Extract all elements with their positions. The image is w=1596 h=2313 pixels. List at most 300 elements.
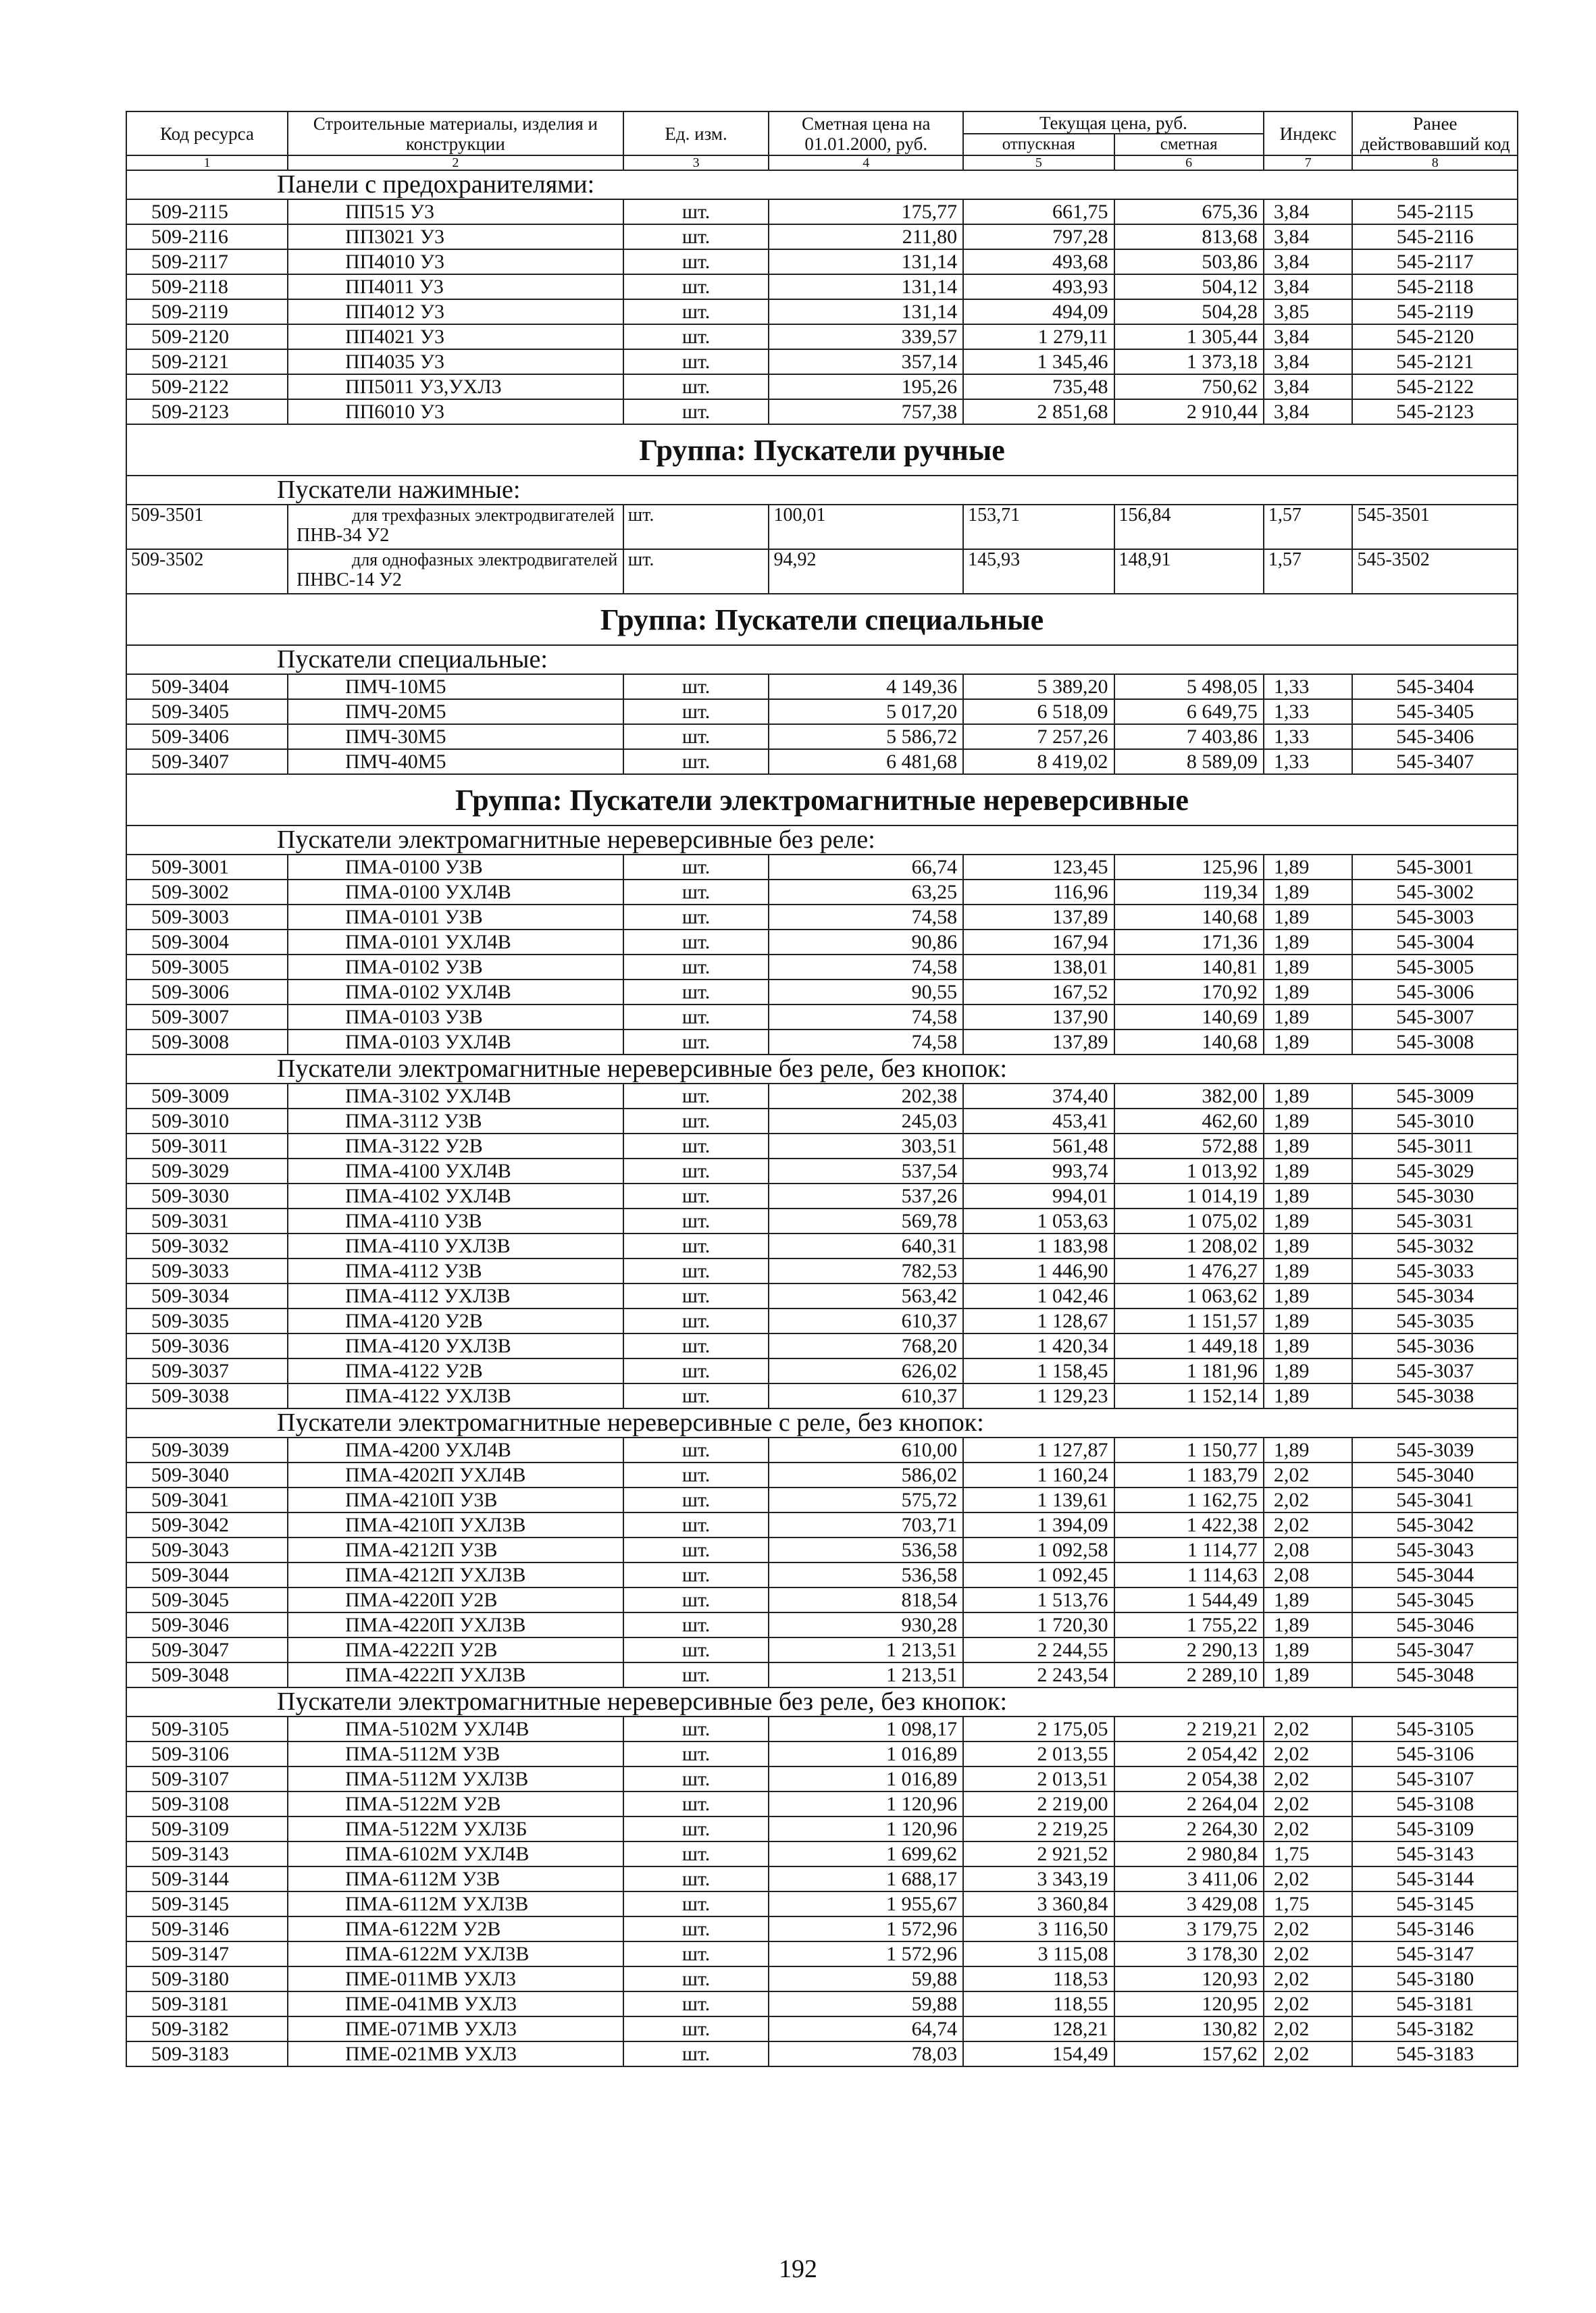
unit: шт. — [623, 1030, 769, 1054]
table-row — [126, 1333, 1518, 1358]
sale-price: 453,41 — [963, 1109, 1114, 1134]
old-code: 545-3004 — [1352, 930, 1518, 955]
estimate-price-current: 119,34 — [1114, 880, 1264, 905]
group-heading: Группа: Пускатели специальные — [126, 594, 1518, 645]
old-code: 545-3009 — [1352, 1084, 1518, 1109]
unit: шт. — [623, 905, 769, 930]
resource-code: 509-3043 — [126, 1537, 288, 1562]
price-index: 1,89 — [1264, 955, 1353, 980]
price-index: 1,89 — [1264, 1084, 1353, 1109]
material-name: ПМА-0100 У3В — [288, 855, 623, 880]
estimate-price-2000: 1 699,62 — [769, 1841, 963, 1866]
estimate-price-current: 3 179,75 — [1114, 1916, 1264, 1941]
estimate-price-2000: 78,03 — [769, 2041, 963, 2066]
material-description: для трехфазных электродвигателей — [351, 505, 615, 525]
resource-code: 509-3030 — [126, 1184, 288, 1209]
estimate-price-2000: 6 481,68 — [769, 749, 963, 774]
unit: шт. — [623, 1134, 769, 1159]
unit: шт. — [623, 1333, 769, 1358]
section-heading-row — [126, 476, 1518, 505]
old-code: 545-3044 — [1352, 1562, 1518, 1587]
table-row — [126, 224, 1518, 249]
material-name: ПМА-4222П УХЛ3В — [288, 1662, 623, 1687]
old-code: 545-3109 — [1352, 1816, 1518, 1841]
material-name: ПМА-4220П УХЛ3В — [288, 1612, 623, 1637]
table-row — [126, 1134, 1518, 1159]
estimate-price-current: 1 755,22 — [1114, 1612, 1264, 1637]
price-index: 2,02 — [1264, 2041, 1353, 2066]
table-row — [126, 1005, 1518, 1030]
table-row — [126, 699, 1518, 724]
material-name: ПМА-4120 У2В — [288, 1308, 623, 1333]
sale-price: 735,48 — [963, 374, 1114, 399]
material-name: ПМА-3112 У3В — [288, 1109, 623, 1134]
estimate-price-current: 572,88 — [1114, 1134, 1264, 1159]
unit: шт. — [623, 980, 769, 1005]
estimate-price-2000: 1 016,89 — [769, 1742, 963, 1766]
estimate-price-current: 170,92 — [1114, 980, 1264, 1005]
estimate-price-current: 2 264,04 — [1114, 1791, 1264, 1816]
old-code: 545-3042 — [1352, 1513, 1518, 1537]
resource-code: 509-2115 — [126, 199, 288, 224]
estimate-price-2000: 610,37 — [769, 1308, 963, 1333]
unit: шт. — [623, 224, 769, 249]
estimate-price-current: 8 589,09 — [1114, 749, 1264, 774]
material-name: ПМА-4120 УХЛ3В — [288, 1333, 623, 1358]
sale-price: 167,94 — [963, 930, 1114, 955]
estimate-price-current: 2 264,30 — [1114, 1816, 1264, 1841]
sale-price: 1 158,45 — [963, 1358, 1114, 1383]
price-index: 1,75 — [1264, 1891, 1353, 1916]
material-name: ПП6010 У3 — [288, 399, 623, 424]
estimate-price-2000: 202,38 — [769, 1084, 963, 1109]
column-number: 3 — [623, 155, 769, 170]
material-name: ПМА-4122 У2В — [288, 1358, 623, 1383]
sale-price: 1 092,45 — [963, 1562, 1114, 1587]
table-row — [126, 1259, 1518, 1283]
estimate-price-2000: 1 098,17 — [769, 1717, 963, 1742]
estimate-price-2000: 569,78 — [769, 1209, 963, 1234]
resource-code: 509-3031 — [126, 1209, 288, 1234]
price-index: 1,89 — [1264, 1308, 1353, 1333]
unit: шт. — [623, 1084, 769, 1109]
estimate-price-current: 1 208,02 — [1114, 1234, 1264, 1259]
estimate-price-current: 2 910,44 — [1114, 399, 1264, 424]
old-code: 545-3031 — [1352, 1209, 1518, 1234]
sale-price: 993,74 — [963, 1159, 1114, 1184]
price-index: 1,89 — [1264, 1358, 1353, 1383]
sale-price: 128,21 — [963, 2016, 1114, 2041]
estimate-price-current: 5 498,05 — [1114, 674, 1264, 699]
estimate-price-2000: 626,02 — [769, 1358, 963, 1383]
unit: шт. — [623, 1358, 769, 1383]
sale-price: 3 116,50 — [963, 1916, 1114, 1941]
table-row — [126, 374, 1518, 399]
estimate-price-current: 3 178,30 — [1114, 1941, 1264, 1966]
old-code: 545-3007 — [1352, 1005, 1518, 1030]
unit: шт. — [623, 1259, 769, 1283]
sale-price: 153,71 — [963, 505, 1114, 549]
material-name — [288, 549, 623, 594]
sale-price: 2 219,25 — [963, 1816, 1114, 1841]
resource-code: 509-3006 — [126, 980, 288, 1005]
unit: шт. — [623, 1463, 769, 1488]
estimate-price-2000: 74,58 — [769, 1005, 963, 1030]
old-code: 545-2123 — [1352, 399, 1518, 424]
estimate-price-2000: 1 120,96 — [769, 1791, 963, 1816]
material-name: ПП5011 У3,УХЛ3 — [288, 374, 623, 399]
material-name: ПМЕ-011МВ УХЛ3 — [288, 1966, 623, 1991]
material-name: ПМА-6102М УХЛ4В — [288, 1841, 623, 1866]
estimate-price-current: 171,36 — [1114, 930, 1264, 955]
price-index: 3,84 — [1264, 199, 1353, 224]
unit: шт. — [623, 1816, 769, 1841]
table-row — [126, 1966, 1518, 1991]
resource-code: 509-2122 — [126, 374, 288, 399]
old-code: 545-3405 — [1352, 699, 1518, 724]
unit: шт. — [623, 1159, 769, 1184]
estimate-price-2000: 563,42 — [769, 1283, 963, 1308]
column-number: 1 — [126, 155, 288, 170]
resource-code: 509-3106 — [126, 1742, 288, 1766]
unit: шт. — [623, 1717, 769, 1742]
unit: шт. — [623, 1866, 769, 1891]
unit: шт. — [623, 1891, 769, 1916]
unit: шт. — [623, 1562, 769, 1587]
sale-price: 2 243,54 — [963, 1662, 1114, 1687]
header-estimate-price: Сметная цена на 01.01.2000, руб. — [769, 111, 963, 155]
material-name: ПМА-0102 У3В — [288, 955, 623, 980]
estimate-price-current: 125,96 — [1114, 855, 1264, 880]
resource-code: 509-3029 — [126, 1159, 288, 1184]
estimate-price-current: 1 162,75 — [1114, 1488, 1264, 1513]
estimate-price-current: 156,84 — [1114, 505, 1264, 549]
estimate-price-current: 1 422,38 — [1114, 1513, 1264, 1537]
material-name: ПМА-5122М УХЛ3Б — [288, 1816, 623, 1841]
sale-price: 2 244,55 — [963, 1637, 1114, 1662]
resource-code: 509-2120 — [126, 324, 288, 349]
table-row — [126, 749, 1518, 774]
estimate-price-current: 382,00 — [1114, 1084, 1264, 1109]
unit: шт. — [623, 955, 769, 980]
price-index: 2,02 — [1264, 2016, 1353, 2041]
resource-code: 509-3406 — [126, 724, 288, 749]
header-old-code: Ранее действовавший код — [1352, 111, 1518, 155]
table-row — [126, 1891, 1518, 1916]
column-number: 8 — [1352, 155, 1518, 170]
old-code: 545-3181 — [1352, 1991, 1518, 2016]
old-code: 545-3406 — [1352, 724, 1518, 749]
sale-price: 3 360,84 — [963, 1891, 1114, 1916]
table-row — [126, 980, 1518, 1005]
sale-price: 1 053,63 — [963, 1209, 1114, 1234]
material-name: ПМА-0103 У3В — [288, 1005, 623, 1030]
table-row — [126, 724, 1518, 749]
price-index: 1,89 — [1264, 1005, 1353, 1030]
sale-price: 7 257,26 — [963, 724, 1114, 749]
table-row — [126, 955, 1518, 980]
estimate-price-2000: 131,14 — [769, 299, 963, 324]
unit: шт. — [623, 1662, 769, 1687]
estimate-price-2000: 536,58 — [769, 1562, 963, 1587]
resource-code: 509-3181 — [126, 1991, 288, 2016]
estimate-price-current: 750,62 — [1114, 374, 1264, 399]
material-name: ПМА-4110 УХЛ3В — [288, 1234, 623, 1259]
price-index: 3,84 — [1264, 224, 1353, 249]
old-code: 545-3002 — [1352, 880, 1518, 905]
material-name: ПМА-4112 У3В — [288, 1259, 623, 1283]
unit: шт. — [623, 855, 769, 880]
estimate-price-current: 1 449,18 — [1114, 1333, 1264, 1358]
table-row — [126, 2041, 1518, 2066]
resource-code: 509-3009 — [126, 1084, 288, 1109]
price-index: 2,02 — [1264, 1791, 1353, 1816]
sale-price: 1 128,67 — [963, 1308, 1114, 1333]
sale-price: 994,01 — [963, 1184, 1114, 1209]
column-number: 4 — [769, 155, 963, 170]
sale-price: 3 343,19 — [963, 1866, 1114, 1891]
resource-code: 509-3003 — [126, 905, 288, 930]
estimate-price-2000: 610,37 — [769, 1383, 963, 1408]
estimate-price-2000: 537,26 — [769, 1184, 963, 1209]
unit: шт. — [623, 349, 769, 374]
material-name: ПП4010 У3 — [288, 249, 623, 274]
price-index: 1,33 — [1264, 674, 1353, 699]
unit: шт. — [623, 1766, 769, 1791]
old-code: 545-2121 — [1352, 349, 1518, 374]
sale-price: 1 446,90 — [963, 1259, 1114, 1283]
estimate-price-current: 2 219,21 — [1114, 1717, 1264, 1742]
estimate-price-current: 1 152,14 — [1114, 1383, 1264, 1408]
material-model: ПНВС-14 У2 — [296, 569, 402, 590]
price-index: 1,89 — [1264, 1184, 1353, 1209]
old-code: 545-3006 — [1352, 980, 1518, 1005]
table-row — [126, 1308, 1518, 1333]
sale-price: 2 921,52 — [963, 1841, 1114, 1866]
table-row — [126, 1463, 1518, 1488]
price-index: 1,89 — [1264, 1209, 1353, 1234]
group-heading-row — [126, 774, 1518, 825]
resource-code: 509-3147 — [126, 1941, 288, 1966]
old-code: 545-3404 — [1352, 674, 1518, 699]
unit: шт. — [623, 930, 769, 955]
unit: шт. — [623, 374, 769, 399]
old-code: 545-3502 — [1352, 549, 1518, 594]
table-row — [126, 1991, 1518, 2016]
price-index: 1,57 — [1264, 549, 1353, 594]
material-name: ПМА-3102 УХЛ4В — [288, 1084, 623, 1109]
table-row — [126, 249, 1518, 274]
table-row — [126, 1537, 1518, 1562]
table-row — [126, 1109, 1518, 1134]
estimate-price-2000: 537,54 — [769, 1159, 963, 1184]
table-row — [126, 1383, 1518, 1408]
unit: шт. — [623, 2041, 769, 2066]
unit: шт. — [623, 505, 769, 549]
estimate-price-2000: 768,20 — [769, 1333, 963, 1358]
section-heading: Пускатели специальные: — [126, 645, 1518, 674]
unit: шт. — [623, 1742, 769, 1766]
estimate-price-current: 120,93 — [1114, 1966, 1264, 1991]
sale-price: 137,90 — [963, 1005, 1114, 1030]
old-code: 545-3106 — [1352, 1742, 1518, 1766]
estimate-price-2000: 63,25 — [769, 880, 963, 905]
table-row — [126, 1866, 1518, 1891]
old-code: 545-3034 — [1352, 1283, 1518, 1308]
estimate-price-current: 140,68 — [1114, 905, 1264, 930]
price-index: 2,02 — [1264, 1766, 1353, 1791]
section-heading: Панели с предохранителями: — [126, 170, 1518, 199]
material-model: ПНВ-34 У2 — [296, 525, 390, 546]
sale-price: 137,89 — [963, 1030, 1114, 1054]
resource-code: 509-2119 — [126, 299, 288, 324]
material-name: ПМА-4102 УХЛ4В — [288, 1184, 623, 1209]
material-name: ПМА-4200 УХЛ4В — [288, 1438, 623, 1463]
sale-price: 1 279,11 — [963, 324, 1114, 349]
price-index: 1,89 — [1264, 1159, 1353, 1184]
price-index: 3,85 — [1264, 299, 1353, 324]
price-index: 1,89 — [1264, 880, 1353, 905]
unit: шт. — [623, 249, 769, 274]
resource-code: 509-3407 — [126, 749, 288, 774]
estimate-price-current: 2 054,42 — [1114, 1742, 1264, 1766]
unit: шт. — [623, 1109, 769, 1134]
resource-code: 509-3105 — [126, 1717, 288, 1742]
resource-code: 509-3041 — [126, 1488, 288, 1513]
unit: шт. — [623, 1637, 769, 1662]
resource-code: 509-3011 — [126, 1134, 288, 1159]
material-name: ПМА-0102 УХЛ4В — [288, 980, 623, 1005]
sale-price: 8 419,02 — [963, 749, 1114, 774]
material-name: ПП515 У3 — [288, 199, 623, 224]
estimate-price-2000: 74,58 — [769, 1030, 963, 1054]
sale-price: 1 092,58 — [963, 1537, 1114, 1562]
old-code: 545-3146 — [1352, 1916, 1518, 1941]
group-heading-row — [126, 594, 1518, 645]
table-row — [126, 1030, 1518, 1054]
estimate-price-current: 140,81 — [1114, 955, 1264, 980]
estimate-price-current: 503,86 — [1114, 249, 1264, 274]
resource-code: 509-3045 — [126, 1587, 288, 1612]
price-index: 1,89 — [1264, 1030, 1353, 1054]
old-code: 545-2122 — [1352, 374, 1518, 399]
resource-code: 509-3039 — [126, 1438, 288, 1463]
estimate-price-current: 6 649,75 — [1114, 699, 1264, 724]
old-code: 545-3041 — [1352, 1488, 1518, 1513]
estimate-price-2000: 100,01 — [769, 505, 963, 549]
price-index: 1,89 — [1264, 1383, 1353, 1408]
resource-code: 509-3040 — [126, 1463, 288, 1488]
estimate-price-2000: 640,31 — [769, 1234, 963, 1259]
resource-code: 509-3008 — [126, 1030, 288, 1054]
page-number: 192 — [779, 2255, 817, 2283]
old-code: 545-3040 — [1352, 1463, 1518, 1488]
column-number: 6 — [1114, 155, 1264, 170]
table-row — [126, 1766, 1518, 1791]
old-code: 545-2119 — [1352, 299, 1518, 324]
estimate-price-current: 1 373,18 — [1114, 349, 1264, 374]
material-name: ПМЕ-021МВ УХЛ3 — [288, 2041, 623, 2066]
sale-price: 374,40 — [963, 1084, 1114, 1109]
old-code: 545-3147 — [1352, 1941, 1518, 1966]
estimate-price-2000: 4 149,36 — [769, 674, 963, 699]
resource-code: 509-3108 — [126, 1791, 288, 1816]
old-code: 545-3005 — [1352, 955, 1518, 980]
table-row — [126, 674, 1518, 699]
estimate-price-2000: 90,86 — [769, 930, 963, 955]
material-name: ПП4011 У3 — [288, 274, 623, 299]
material-name: ПМА-4222П У2В — [288, 1637, 623, 1662]
material-name: ПП4021 У3 — [288, 324, 623, 349]
material-name: ПМА-5102М УХЛ4В — [288, 1717, 623, 1742]
estimate-price-2000: 59,88 — [769, 1991, 963, 2016]
price-index: 1,89 — [1264, 855, 1353, 880]
old-code: 545-3047 — [1352, 1637, 1518, 1662]
old-code: 545-3180 — [1352, 1966, 1518, 1991]
estimate-price-current: 813,68 — [1114, 224, 1264, 249]
estimate-price-current: 1 181,96 — [1114, 1358, 1264, 1383]
resource-code: 509-3037 — [126, 1358, 288, 1383]
table-row — [126, 549, 1518, 594]
estimate-price-current: 148,91 — [1114, 549, 1264, 594]
unit: шт. — [623, 1941, 769, 1966]
old-code: 545-3037 — [1352, 1358, 1518, 1383]
old-code: 545-3105 — [1352, 1717, 1518, 1742]
estimate-price-2000: 782,53 — [769, 1259, 963, 1283]
table-row — [126, 1488, 1518, 1513]
sale-price: 118,53 — [963, 1966, 1114, 1991]
unit: шт. — [623, 1184, 769, 1209]
material-name: ПМА-5112М УХЛ3В — [288, 1766, 623, 1791]
material-name: ПМА-4212П УХЛ3В — [288, 1562, 623, 1587]
old-code: 545-3003 — [1352, 905, 1518, 930]
estimate-price-current: 3 429,08 — [1114, 1891, 1264, 1916]
table-row — [126, 349, 1518, 374]
resource-code: 509-3042 — [126, 1513, 288, 1537]
sale-price: 118,55 — [963, 1991, 1114, 2016]
material-name: ПМА-5122М У2В — [288, 1791, 623, 1816]
estimate-price-current: 1 305,44 — [1114, 324, 1264, 349]
header-index: Индекс — [1264, 111, 1353, 155]
price-index: 1,89 — [1264, 905, 1353, 930]
estimate-price-2000: 357,14 — [769, 349, 963, 374]
material-name: ПМЧ-10М5 — [288, 674, 623, 699]
material-name: ПМА-4112 УХЛ3В — [288, 1283, 623, 1308]
old-code: 545-3107 — [1352, 1766, 1518, 1791]
unit: шт. — [623, 674, 769, 699]
estimate-price-2000: 1 955,67 — [769, 1891, 963, 1916]
price-index: 1,33 — [1264, 699, 1353, 724]
table-row — [126, 1612, 1518, 1637]
sale-price: 1 160,24 — [963, 1463, 1114, 1488]
estimate-price-2000: 1 213,51 — [769, 1637, 963, 1662]
price-catalog-page — [126, 111, 1518, 2067]
table-row — [126, 1438, 1518, 1463]
resource-code: 509-3404 — [126, 674, 288, 699]
unit: шт. — [623, 1383, 769, 1408]
material-name: ПМА-4100 УХЛ4В — [288, 1159, 623, 1184]
price-index: 3,84 — [1264, 249, 1353, 274]
unit: шт. — [623, 699, 769, 724]
old-code: 545-3030 — [1352, 1184, 1518, 1209]
price-index: 3,84 — [1264, 374, 1353, 399]
price-index: 1,89 — [1264, 1259, 1353, 1283]
estimate-price-current: 7 403,86 — [1114, 724, 1264, 749]
unit: шт. — [623, 724, 769, 749]
price-index: 1,89 — [1264, 1612, 1353, 1637]
old-code: 545-3043 — [1352, 1537, 1518, 1562]
resource-code: 509-3044 — [126, 1562, 288, 1587]
